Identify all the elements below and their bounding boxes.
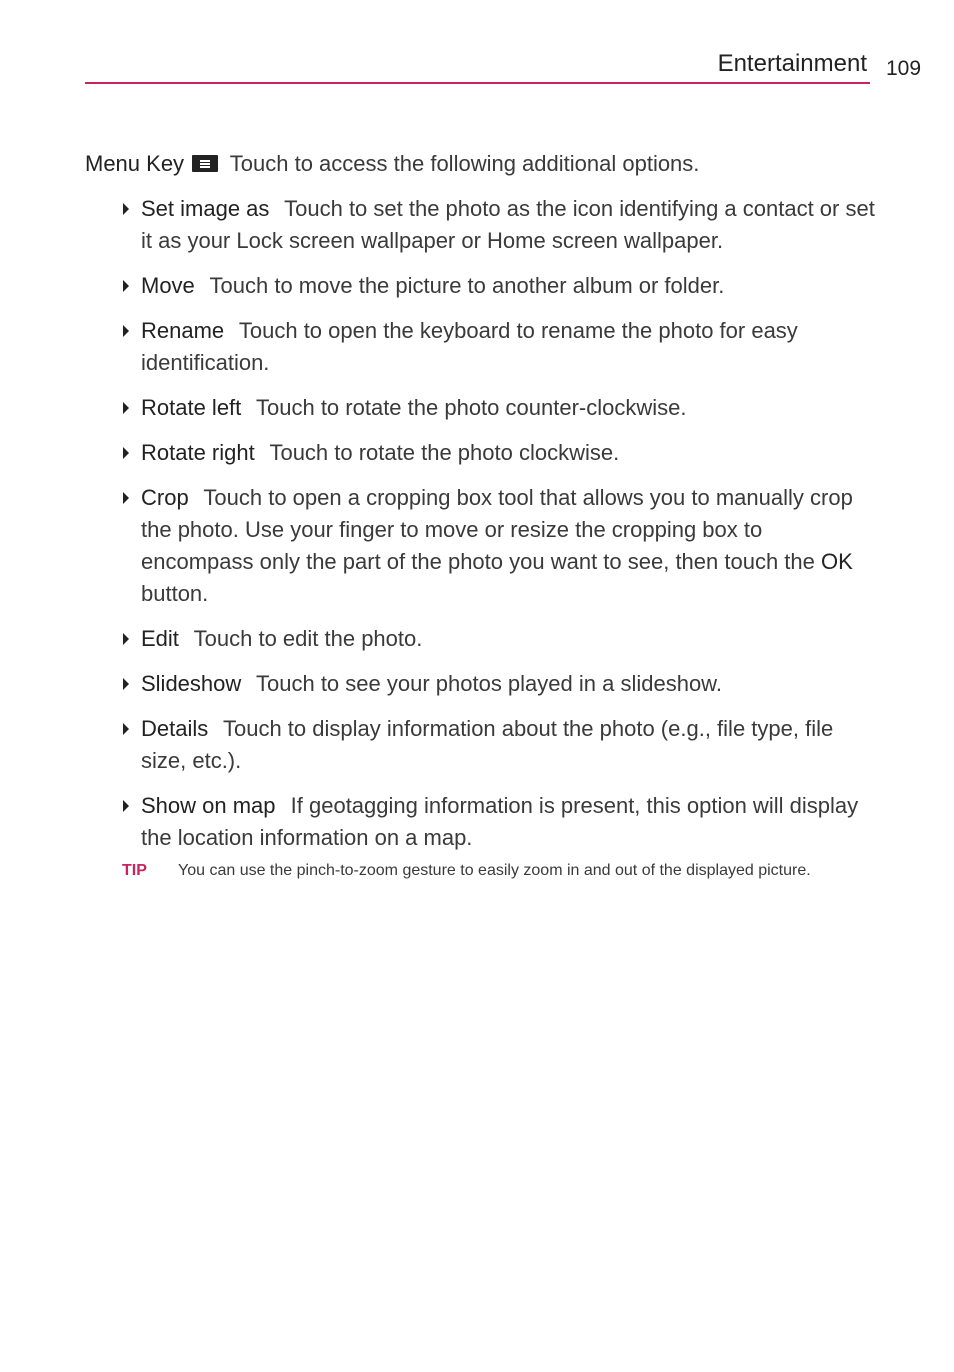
- option-description: Touch to see your photos played in a slideshow.: [256, 671, 722, 696]
- option-description: Touch to rotate the photo clockwise.: [269, 440, 620, 465]
- option-rotate-left: [141, 392, 876, 424]
- options-list: [141, 193, 876, 867]
- option-move: [141, 270, 876, 302]
- option-description: Touch to rotate the photo counter-clockwise.: [256, 395, 687, 420]
- triangle-bullet-icon: [123, 447, 129, 459]
- option-term: Rename: [141, 318, 225, 343]
- page-header: [85, 48, 870, 84]
- option-slideshow: [141, 668, 876, 700]
- option-description: Touch to display information about the photo (e.g., file type, file size, etc.).: [141, 716, 834, 773]
- triangle-bullet-icon: [123, 402, 129, 414]
- triangle-bullet-icon: [123, 280, 129, 292]
- triangle-bullet-icon: [123, 203, 129, 215]
- tip-text: You can use the pinch-to-zoom gesture to easily zoom in and out of the displayed picture.: [178, 862, 811, 879]
- tip-label: TIP: [122, 862, 147, 879]
- option-term: Set image as: [141, 196, 270, 221]
- option-description: If geotagging information is present, this option will display the location information on a map.: [141, 793, 859, 850]
- tip-note: [122, 860, 882, 882]
- page-number: 109: [886, 57, 922, 80]
- option-term: Show on map: [141, 793, 276, 818]
- triangle-bullet-icon: [123, 800, 129, 812]
- menu-key-term: Menu Key: [85, 151, 185, 176]
- option-description: Touch to open the keyboard to rename the photo for easy identification.: [141, 318, 798, 375]
- option-term: Move: [141, 273, 195, 298]
- option-term: Slideshow: [141, 671, 242, 696]
- option-description: Touch to edit the photo.: [193, 626, 423, 651]
- option-term: Edit: [141, 626, 179, 651]
- ok-button-term: OK: [821, 549, 853, 574]
- menu-key-icon: [192, 155, 218, 172]
- option-edit: [141, 623, 876, 655]
- menu-key-intro: [85, 148, 699, 180]
- option-crop: [141, 482, 876, 610]
- option-rotate-right: [141, 437, 876, 469]
- option-set-image-as: [141, 193, 876, 257]
- triangle-bullet-icon: [123, 492, 129, 504]
- triangle-bullet-icon: [123, 325, 129, 337]
- option-description: Touch to move the picture to another album or folder.: [209, 273, 725, 298]
- option-term: Details: [141, 716, 209, 741]
- option-description: Touch to set the photo as the icon identifying a contact or set it as your Lock screen wallpaper or Home screen wallpaper.: [141, 196, 875, 253]
- option-term: Rotate left: [141, 395, 242, 420]
- option-show-on-map: [141, 790, 876, 854]
- section-title: Entertainment: [717, 50, 867, 77]
- option-term: Crop: [141, 485, 189, 510]
- option-description: Touch to open a cropping box tool that allows you to manually crop the photo. Use your finger to move or resize the cropping box to encompass only the part of the photo you want to see, then touch the: [141, 485, 853, 574]
- option-rename: [141, 315, 876, 379]
- triangle-bullet-icon: [123, 678, 129, 690]
- option-details: [141, 713, 876, 777]
- option-term: Rotate right: [141, 440, 255, 465]
- triangle-bullet-icon: [123, 633, 129, 645]
- option-description-end: button.: [141, 581, 209, 606]
- menu-key-description: Touch to access the following additional options.: [229, 151, 700, 176]
- triangle-bullet-icon: [123, 723, 129, 735]
